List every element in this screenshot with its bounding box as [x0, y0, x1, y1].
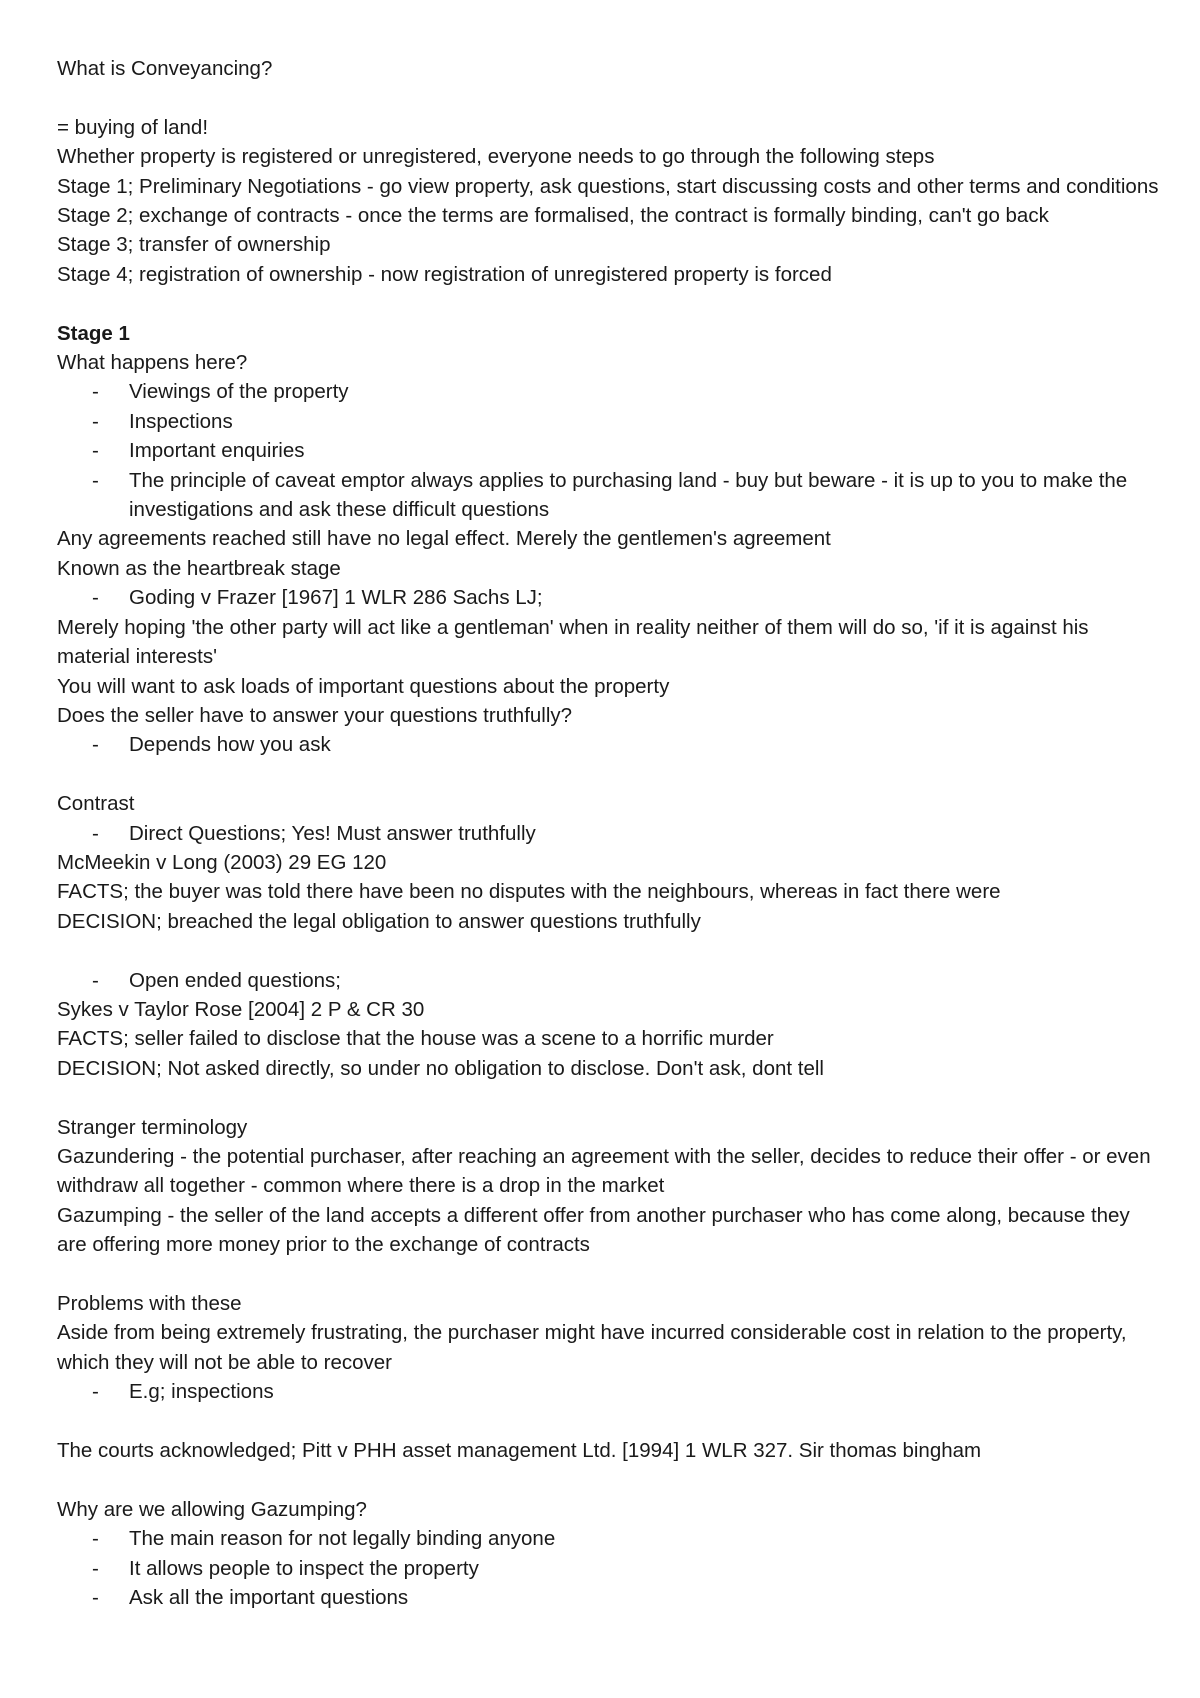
- list-item-text: The main reason for not legally binding anyone: [129, 1527, 556, 1551]
- bullet-dash: -: [92, 1380, 99, 1404]
- list-item-text: It allows people to inspect the property: [129, 1556, 479, 1580]
- stage1-questions: You will want to ask loads of important questions about the property: [57, 674, 670, 698]
- list-item-text: Viewings of the property: [129, 380, 349, 404]
- list-item: [57, 436, 1160, 465]
- spacer: [57, 1465, 1160, 1494]
- list-item: [57, 730, 1160, 759]
- list-item: [57, 466, 1160, 525]
- list-item-text: Depends how you ask: [129, 733, 331, 757]
- courts-line: The courts acknowledged; Pitt v PHH asset management Ltd. [1994] 1 WLR 327. Sir thomas bingham: [57, 1438, 982, 1462]
- bullet-dash: -: [92, 409, 99, 433]
- list-item-text: The principle of caveat emptor always applies to purchasing land - buy but beware - it is up to you to make the investigations and ask these difficult questions: [129, 468, 1128, 522]
- intro-line: Stage 2; exchange of contracts - once the terms are formalised, the contract is formally binding, can't go back: [57, 204, 1049, 228]
- list-item-text: Open ended questions;: [129, 968, 341, 992]
- spacer: [57, 1083, 1160, 1112]
- case-decision: DECISION; Not asked directly, so under no obligation to disclose. Don't ask, dont tell: [57, 1056, 824, 1080]
- spacer: [57, 1407, 1160, 1436]
- spacer: [57, 83, 1160, 112]
- list-item-text: Important enquiries: [129, 439, 305, 463]
- intro-line: Whether property is registered or unregistered, everyone needs to go through the following steps: [57, 145, 935, 169]
- gazundering-definition: Gazundering - the potential purchaser, after reaching an agreement with the seller, decides to reduce their offer - or even withdraw all together - common where there is a drop in the market: [57, 1144, 1151, 1198]
- list-item-text: Ask all the important questions: [129, 1586, 409, 1609]
- spacer: [57, 289, 1160, 318]
- stage1-heading: Stage 1: [57, 321, 130, 345]
- bullet-dash: -: [92, 380, 99, 404]
- stage1-hoping: Merely hoping 'the other party will act like a gentleman' when in reality neither of them will do so, 'if it is against his material interests': [57, 615, 1089, 669]
- bullet-dash: -: [92, 968, 99, 992]
- list-item: [57, 377, 1160, 406]
- bullet-dash: -: [92, 439, 99, 463]
- list-item: [57, 966, 1160, 995]
- terminology-heading: Stranger terminology: [57, 1115, 248, 1139]
- intro-line: Stage 3; transfer of ownership: [57, 233, 331, 257]
- list-item: [57, 583, 1160, 612]
- case-citation: Sykes v Taylor Rose [2004] 2 P & CR 30: [57, 997, 425, 1021]
- case-decision: DECISION; breached the legal obligation to answer questions truthfully: [57, 909, 701, 933]
- spacer: [57, 760, 1160, 789]
- case-facts: FACTS; the buyer was told there have been no disputes with the neighbours, whereas in fact there were: [57, 880, 1001, 904]
- list-item-text: Direct Questions; Yes! Must answer truthfully: [129, 821, 536, 845]
- list-item: [57, 1524, 1160, 1553]
- stage1-truthfully: Does the seller have to answer your questions truthfully?: [57, 703, 573, 727]
- contrast-heading: Contrast: [57, 792, 135, 816]
- stage1-question: What happens here?: [57, 351, 248, 375]
- list-item: [57, 819, 1160, 848]
- spacer: [57, 936, 1160, 965]
- problems-heading: Problems with these: [57, 1291, 242, 1315]
- stage1-agreements: Any agreements reached still have no legal effect. Merely the gentlemen's agreement: [57, 527, 831, 551]
- why-heading: Why are we allowing Gazumping?: [57, 1497, 367, 1521]
- gazumping-definition: Gazumping - the seller of the land accepts a different offer from another purchaser who has come along, because they are offering more money prior to the exchange of contracts: [57, 1203, 1130, 1257]
- bullet-dash: -: [92, 1556, 99, 1580]
- list-item-text: Inspections: [129, 409, 233, 433]
- bullet-dash: -: [92, 821, 99, 845]
- list-item: [57, 407, 1160, 436]
- list-item: [57, 1554, 1160, 1583]
- bullet-dash: -: [92, 1586, 99, 1609]
- stage1-heartbreak: Known as the heartbreak stage: [57, 556, 341, 580]
- bullet-dash: -: [92, 468, 99, 492]
- intro-line: Stage 4; registration of ownership - now registration of unregistered property is forced: [57, 262, 832, 286]
- problems-text: Aside from being extremely frustrating, the purchaser might have incurred considerable cost in relation to the property, which they will not be able to recover: [57, 1321, 1127, 1374]
- bullet-dash: -: [92, 586, 99, 610]
- case-facts: FACTS; seller failed to disclose that the house was a scene to a horrific murder: [57, 1027, 774, 1051]
- bullet-dash: -: [92, 733, 99, 757]
- case-citation: Goding v Frazer [1967] 1 WLR 286 Sachs LJ;: [129, 586, 543, 610]
- intro-line: = buying of land!: [57, 115, 209, 139]
- bullet-dash: -: [92, 1527, 99, 1551]
- spacer: [57, 1260, 1160, 1289]
- list-item-text: E.g; inspections: [129, 1380, 274, 1404]
- list-item: [57, 1377, 1160, 1406]
- case-citation: McMeekin v Long (2003) 29 EG 120: [57, 850, 387, 874]
- intro-line: Stage 1; Preliminary Negotiations - go view property, ask questions, start discussing costs and other terms and conditions: [57, 174, 1159, 198]
- document-title: What is Conveyancing?: [57, 57, 273, 80]
- list-item: [57, 1583, 1160, 1612]
